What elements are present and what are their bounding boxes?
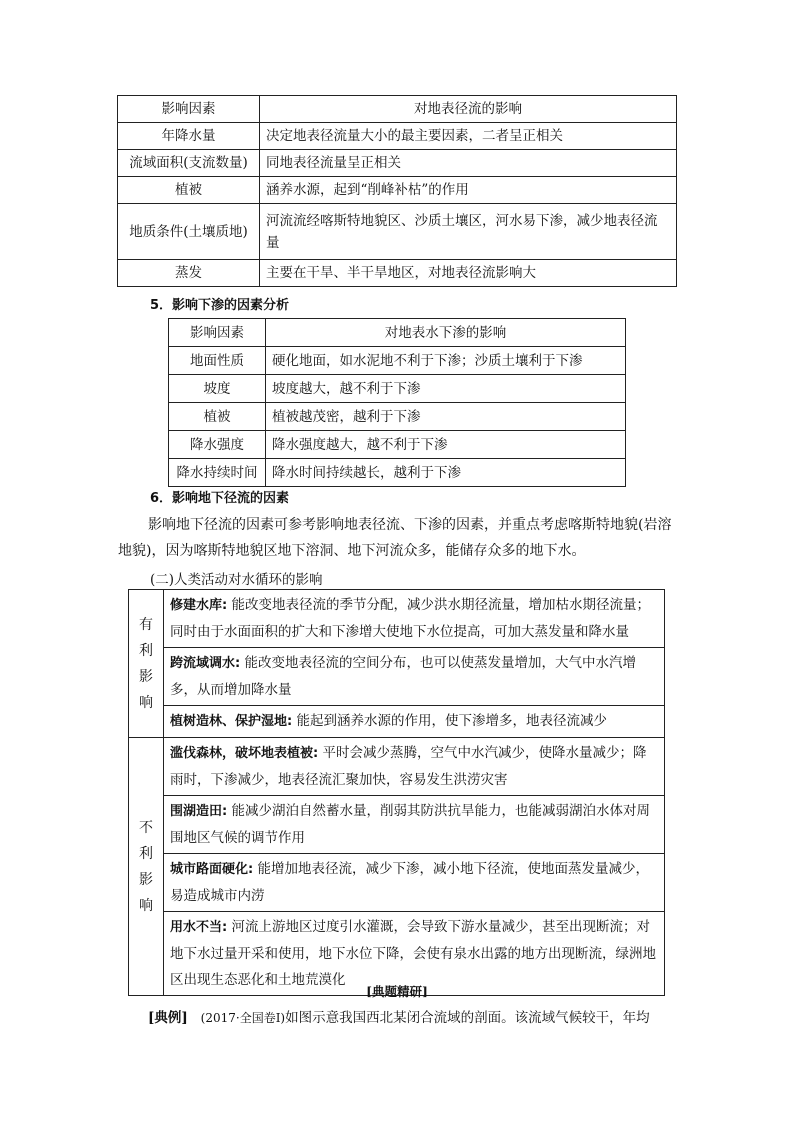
factor-cell: 植被 <box>118 177 260 204</box>
table-row <box>129 796 665 854</box>
table-row <box>129 854 665 912</box>
section-heading-infiltration: 5．影响下渗的因素分析 <box>150 298 290 313</box>
table-row <box>129 590 665 648</box>
factor-cell: 坡度 <box>169 375 266 403</box>
impact-text: 平时会减少蒸腾，空气中水汽减少，使降水量减少；降雨时，下渗减少，地表径流汇聚加快，容易发生洪涝灾害 <box>170 745 647 788</box>
effect-cell: 同地表径流量呈正相关 <box>260 150 677 177</box>
label-char: 利 <box>139 845 153 862</box>
impact-cell <box>164 706 665 738</box>
table-row <box>118 260 677 287</box>
label-char: 利 <box>139 642 153 659</box>
table-row <box>169 431 626 459</box>
impact-keyword: 滥伐森林，破坏地表植被: <box>170 746 319 761</box>
impact-text: 能改变地表径流的季节分配，减少洪水期径流量，增加枯水期径流量；同时由于水面面积的扩大和下渗增大使地下水位提高，可加大蒸发量和降水量 <box>170 597 650 640</box>
infiltration-factors-table <box>168 318 626 487</box>
factor-cell: 降水强度 <box>169 431 266 459</box>
impact-cell <box>164 648 665 706</box>
impact-keyword: 植树造林、保护湿地: <box>170 714 293 729</box>
label-char: 有 <box>139 616 153 633</box>
example-text: 如图示意我国西北某闭合流域的剖面。该流域气候较干，年均 <box>285 1010 650 1026</box>
impact-text: 能起到涵养水源的作用，使下渗增多，地表径流减少 <box>292 713 607 729</box>
table-header-row <box>118 96 677 123</box>
factor-cell: 植被 <box>169 403 266 431</box>
factor-cell: 流域面积(支流数量) <box>118 150 260 177</box>
impact-cell <box>164 854 665 912</box>
table-row <box>169 375 626 403</box>
subheading-human-impact: (二)人类活动对水循环的影响 <box>150 572 323 588</box>
effect-cell: 河流流经喀斯特地貌区、沙质土壤区，河水易下渗，减少地表径流量 <box>260 204 677 260</box>
section-heading-groundwater: 6．影响地下径流的因素 <box>150 491 290 506</box>
effect-cell: 植被越茂密，越利于下渗 <box>266 403 626 431</box>
label-char: 响 <box>139 694 153 711</box>
impact-text: 河流上游地区过度引水灌溉，会导致下游水量减少，甚至出现断流；对地下水过量开采和使用，地下水位下降，会使有泉水出露的地方出现断流，绿洲地区出现生态恶化和土地荒漠化 <box>170 919 656 988</box>
table-row <box>129 738 665 796</box>
table-row <box>169 347 626 375</box>
impact-text: 能减少湖泊自然蓄水量，削弱其防洪抗旱能力，也能减弱湖泊水体对周围地区气候的调节作用 <box>170 803 650 846</box>
effect-cell: 降水时间持续越长，越利于下渗 <box>266 459 626 487</box>
example-tag: [典例] <box>148 1010 188 1026</box>
table-header-row <box>169 319 626 347</box>
table-row <box>169 459 626 487</box>
runoff-factors-table <box>117 95 677 287</box>
groundwater-paragraph: 影响地下径流的因素可参考影响地表径流、下渗的因素，并重点考虑喀斯特地貌(岩溶地貌)，因为喀斯特地貌区地下溶洞、地下河流众多，能储存众多的地下水。 <box>118 517 672 559</box>
impact-cell <box>164 738 665 796</box>
factor-cell: 蒸发 <box>118 260 260 287</box>
impact-cell <box>164 590 665 648</box>
effect-cell: 硬化地面，如水泥地不利于下渗；沙质土壤利于下渗 <box>266 347 626 375</box>
table-row <box>118 204 677 260</box>
label-char: 不 <box>139 819 153 836</box>
table-row <box>129 706 665 738</box>
impact-keyword: 修建水库: <box>170 598 228 613</box>
effect-cell: 降水强度越大，越不利于下渗 <box>266 431 626 459</box>
effect-cell: 决定地表径流量大小的最主要因素，二者呈正相关 <box>260 123 677 150</box>
header-cell: 影响因素 <box>169 319 266 347</box>
impact-text: 能增加地表径流，减少下渗，减小地下径流，使地面蒸发量减少，易造成城市内涝 <box>170 861 649 904</box>
effect-cell: 坡度越大，越不利于下渗 <box>266 375 626 403</box>
label-char: 影 <box>139 871 153 888</box>
example-source: (2017·全国卷Ⅰ) <box>200 1011 286 1025</box>
table-row <box>118 150 677 177</box>
impact-keyword: 围湖造田: <box>170 804 228 819</box>
effect-cell: 涵养水源，起到“削峰补枯”的作用 <box>260 177 677 204</box>
impact-text: 能改变地表径流的空间分布，也可以使蒸发量增加，大气中水汽增多，从而增加降水量 <box>170 655 636 698</box>
table-row <box>118 123 677 150</box>
header-cell: 对地表水下渗的影响 <box>266 319 626 347</box>
impact-cell <box>164 796 665 854</box>
effect-cell: 主要在干旱、半干旱地区，对地表径流影响大 <box>260 260 677 287</box>
impact-keyword: 跨流域调水: <box>170 656 241 671</box>
factor-cell: 地质条件(土壤质地) <box>118 204 260 260</box>
impact-keyword: 城市路面硬化: <box>170 862 254 877</box>
factor-cell: 地面性质 <box>169 347 266 375</box>
impact-keyword: 用水不当: <box>170 920 228 935</box>
factor-cell: 年降水量 <box>118 123 260 150</box>
favorable-label <box>129 590 164 738</box>
factor-cell: 降水持续时间 <box>169 459 266 487</box>
example-intro <box>148 1006 650 1026</box>
label-char: 影 <box>139 668 153 685</box>
table-row <box>118 177 677 204</box>
table-row <box>169 403 626 431</box>
section-label-typical-problems: [典题精研] <box>366 984 428 999</box>
label-char: 响 <box>139 897 153 914</box>
unfavorable-label <box>129 738 164 996</box>
header-cell: 对地表径流的影响 <box>260 96 677 123</box>
human-impact-table <box>128 589 665 996</box>
header-cell: 影响因素 <box>118 96 260 123</box>
table-row <box>129 648 665 706</box>
